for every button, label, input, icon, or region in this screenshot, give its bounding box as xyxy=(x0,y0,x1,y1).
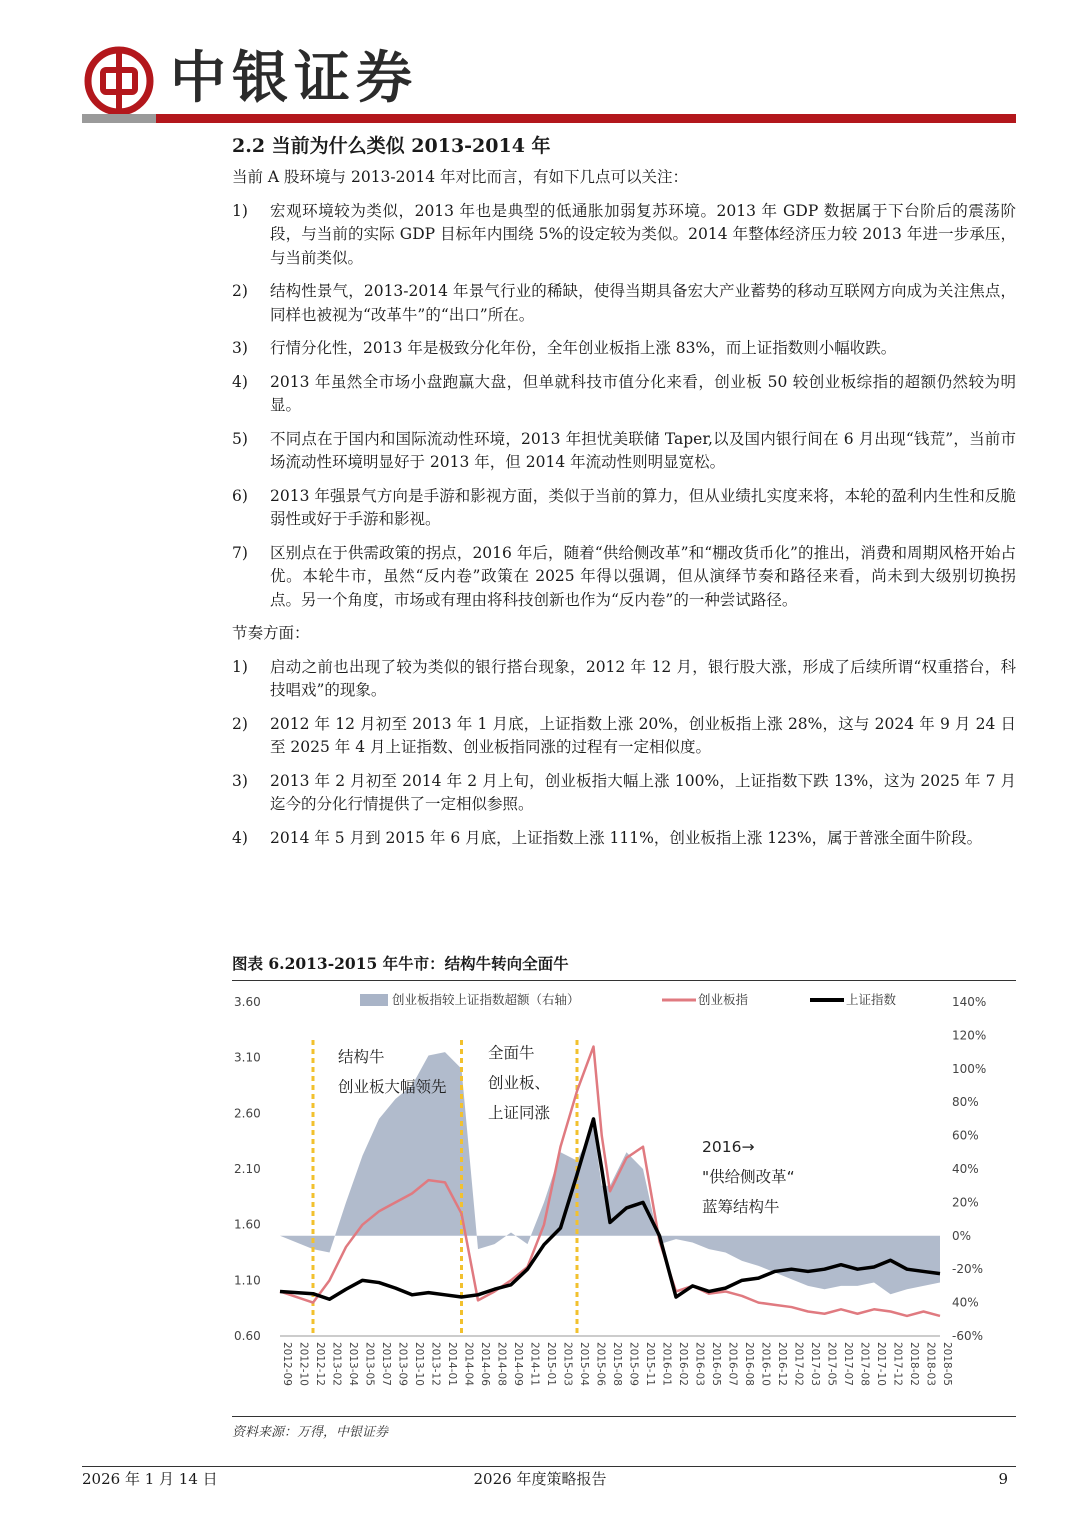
point-item-text: 2013 年虽然全市场小盘跑赢大盘，但单就科技市值分化来看，创业板 50 较创业板综指的超额仍然较为明显。 xyxy=(270,372,1016,414)
footer-report-title: 2026 年度策略报告 xyxy=(473,1470,607,1488)
x-tick-label: 2012-10 xyxy=(297,1342,310,1386)
point-item-number: 5) xyxy=(232,429,248,448)
x-tick-label: 2013-12 xyxy=(429,1342,442,1386)
section-content xyxy=(232,132,1016,860)
rhythm-title: 节奏方面： xyxy=(232,624,310,642)
rhythm-list xyxy=(232,656,1016,851)
x-tick-label: 2016-01 xyxy=(660,1342,673,1386)
y-right-tick-label: -60% xyxy=(952,1329,984,1343)
x-tick-label: 2012-12 xyxy=(314,1342,326,1386)
y-left-tick-label: 3.60 xyxy=(234,995,261,1009)
y-right-tick-label: 80% xyxy=(952,1095,979,1110)
x-tick-label: 2017-10 xyxy=(875,1342,887,1386)
point-item-number: 1) xyxy=(232,201,248,220)
x-tick-label: 2015-09 xyxy=(627,1342,640,1386)
point-item-number: 3) xyxy=(232,339,248,357)
rhythm-item-text: 2014 年 5 月到 2015 年 6 月底，上证指数上涨 111%，创业板指上涨 123%，属于普涨全面牛阶段。 xyxy=(270,828,983,847)
x-tick-label: 2017-03 xyxy=(809,1342,821,1386)
point-item xyxy=(232,337,1016,361)
x-tick-label: 2017-12 xyxy=(891,1342,904,1386)
x-tick-label: 2013-02 xyxy=(330,1342,343,1386)
rhythm-item xyxy=(232,656,1016,703)
rhythm-item-number: 4) xyxy=(232,828,248,847)
point-item-text: 不同点在于国内和国际流动性环境，2013 年担忧美联储 Taper,以及国内银行间在 6 月出现“钱荒”，当前市场流动性环境明显好于 2013 年，但 2014 年流动性则明显宽松。 xyxy=(270,429,1016,471)
chart-annotation: 全面牛 xyxy=(488,1044,535,1062)
x-tick-label: 2013-07 xyxy=(380,1342,392,1386)
x-tick-label: 2015-03 xyxy=(561,1342,574,1386)
x-tick-label: 2015-11 xyxy=(644,1342,656,1386)
y-right-tick-label: -20% xyxy=(952,1262,984,1277)
x-tick-label: 2017-02 xyxy=(792,1342,805,1386)
x-tick-label: 2014-04 xyxy=(462,1342,475,1386)
chart-annotation: 蓝筹结构牛 xyxy=(702,1198,780,1216)
rhythm-item xyxy=(232,713,1016,760)
y-right-tick-label: 60% xyxy=(952,1128,979,1143)
x-tick-label: 2013-04 xyxy=(347,1342,359,1386)
legend-swatch-excess xyxy=(360,994,388,1006)
x-tick-label: 2013-10 xyxy=(413,1342,425,1386)
point-item xyxy=(232,542,1016,613)
chart-annotation: 创业板、 xyxy=(488,1074,551,1092)
chart-annotation: "供给侧改革“ xyxy=(702,1168,795,1186)
rhythm-item xyxy=(232,827,1016,851)
point-item-text: 2013 年强景气方向是手游和影视方面，类似于当前的算力，但从业绩扎实度来将，本轮的盈利内生性和反脆弱性或好于手游和影视。 xyxy=(270,486,1016,528)
rhythm-item-number: 1) xyxy=(232,657,248,676)
x-tick-label: 2018-02 xyxy=(908,1342,920,1386)
y-right-tick-label: 120% xyxy=(952,1028,987,1043)
x-tick-label: 2017-08 xyxy=(858,1342,871,1386)
chart-annotation: 2016→ xyxy=(702,1138,755,1156)
footer-divider xyxy=(82,1466,1016,1467)
points-list xyxy=(232,200,1016,613)
bank-of-china-logo-icon xyxy=(84,46,154,116)
section-intro: 当前 A 股环境与 2013-2014 年对比而言，有如下几点可以关注： xyxy=(232,168,689,186)
y-left-tick-label: 2.60 xyxy=(234,1106,261,1121)
legend-label-shanghai: 上证指数 xyxy=(846,992,897,1007)
y-left-tick-label: 0.60 xyxy=(234,1329,261,1343)
x-tick-label: 2017-07 xyxy=(842,1342,854,1386)
figure-title: 图表 6.2013-2015 年牛市：结构牛转向全面牛 xyxy=(232,952,1016,981)
x-tick-label: 2013-05 xyxy=(363,1342,376,1386)
y-left-tick-label: 1.60 xyxy=(234,1217,261,1232)
x-tick-label: 2015-06 xyxy=(594,1342,607,1386)
x-tick-label: 2015-01 xyxy=(545,1342,557,1386)
rhythm-item-number: 3) xyxy=(232,771,248,790)
rhythm-item xyxy=(232,770,1016,817)
point-item xyxy=(232,280,1016,327)
x-tick-label: 2014-09 xyxy=(512,1342,524,1386)
y-left-tick-label: 2.10 xyxy=(234,1162,261,1176)
x-tick-label: 2015-08 xyxy=(611,1342,623,1386)
point-item-text: 结构性景气，2013-2014 年景气行业的稀缺，使得当期具备宏大产业蓄势的移动互联网方向成为关注焦点，同样也被视为“改革牛”的“出口”所在。 xyxy=(270,282,1016,324)
point-item xyxy=(232,200,1016,271)
y-left-tick-label: 3.10 xyxy=(234,1050,261,1065)
x-tick-label: 2016-10 xyxy=(759,1342,772,1386)
rhythm-item-text: 启动之前也出现了较为类似的银行搭台现象，2012 年 12 月，银行股大涨，形成了后续所谓“权重搭台，科技唱戏”的现象。 xyxy=(270,657,1016,699)
legend-label-chinext: 创业板指 xyxy=(698,992,749,1007)
x-tick-label: 2014-08 xyxy=(495,1342,508,1386)
rhythm-item-text: 2013 年 2 月初至 2014 年 2 月上旬，创业板指大幅上涨 100%，上证指数下跌 13%，这为 2025 年 7 月迄今的分化行情提供了一定相似参照。 xyxy=(270,771,1016,813)
point-item xyxy=(232,428,1016,475)
point-item-number: 4) xyxy=(232,372,248,391)
header-bar-red xyxy=(156,114,1016,123)
x-tick-label: 2017-05 xyxy=(825,1342,838,1386)
footer-date: 2026 年 1 月 14 日 xyxy=(82,1470,218,1488)
x-tick-label: 2018-05 xyxy=(941,1342,953,1386)
x-tick-label: 2016-03 xyxy=(693,1342,706,1386)
rhythm-item-text: 2012 年 12 月初至 2013 年 1 月底，上证指数上涨 20%，创业板指上涨 28%，这与 2024 年 9 月 24 日至 2025 年 4 月上证指数、创业板指同涨的过程有一定相似度。 xyxy=(270,714,1016,756)
rhythm-item-number: 2) xyxy=(232,714,248,733)
point-item-number: 6) xyxy=(232,486,248,505)
point-item xyxy=(232,371,1016,418)
x-tick-label: 2013-09 xyxy=(396,1342,409,1386)
bull-market-chart xyxy=(232,984,1016,1414)
y-right-tick-label: 40% xyxy=(952,1295,979,1310)
brand-name: 中银证券 xyxy=(170,45,418,111)
x-tick-label: 2018-03 xyxy=(924,1342,937,1386)
x-tick-label: 2016-12 xyxy=(776,1342,788,1386)
y-right-tick-label: 40% xyxy=(952,1162,979,1176)
chart-annotation: 上证同涨 xyxy=(488,1104,551,1122)
y-right-tick-label: 140% xyxy=(952,995,987,1009)
point-item-number: 7) xyxy=(232,543,248,562)
x-tick-label: 2016-05 xyxy=(710,1342,722,1386)
point-item-text: 区别点在于供需政策的拐点，2016 年后，随着“供给侧改革”和“棚改货币化”的推出，消费和周期风格开始占优。本轮牛市，虽然“反内卷”政策在 2025 年得以强调，但从演绎节奏和路径来看，尚未到大级别切换拐点。另一个角度，市场或有理由将科技创新也作为“反内卷”的一种尝试路径。 xyxy=(270,543,1016,609)
point-item-text: 宏观环境较为类似，2013 年也是典型的低通胀加弱复苏环境。2013 年 GDP 数据属于下台阶后的震荡阶段，与当前的实际 GDP 目标年内围绕 5%的设定较为类似。2014 年整体经济压力较 2013 年进一步承压，与当前类似。 xyxy=(270,201,1016,267)
x-tick-label: 2012-09 xyxy=(281,1342,293,1386)
page-number: 9 xyxy=(998,1470,1008,1488)
y-right-tick-label: 0% xyxy=(952,1228,972,1243)
y-right-tick-label: 100% xyxy=(952,1061,987,1076)
x-tick-label: 2014-01 xyxy=(446,1342,458,1386)
legend-label-excess: 创业板指较上证指数超额（右轴） xyxy=(392,992,580,1007)
point-item-number: 2) xyxy=(232,282,248,300)
x-tick-label: 2016-07 xyxy=(726,1342,739,1386)
x-tick-label: 2016-08 xyxy=(743,1342,755,1386)
point-item xyxy=(232,485,1016,532)
section-title: 2.2 当前为什么类似 2013-2014 年 xyxy=(232,135,551,157)
x-tick-label: 2016-02 xyxy=(677,1342,689,1386)
header-bar-grey xyxy=(82,114,156,123)
chart-annotation: 结构牛 xyxy=(338,1048,385,1066)
y-right-tick-label: 20% xyxy=(952,1195,979,1210)
figure-source: 资料来源：万得，中银证券 xyxy=(232,1416,1016,1440)
x-tick-label: 2015-04 xyxy=(578,1342,590,1386)
chart-annotation: 创业板大幅领先 xyxy=(338,1078,447,1096)
page-header xyxy=(0,0,1080,125)
y-left-tick-label: 1.10 xyxy=(234,1273,261,1288)
point-item-text: 行情分化性，2013 年是极致分化年份，全年创业板指上涨 83%，而上证指数则小幅收跌。 xyxy=(270,339,897,357)
x-tick-label: 2014-11 xyxy=(528,1342,541,1386)
x-tick-label: 2014-06 xyxy=(479,1342,491,1386)
